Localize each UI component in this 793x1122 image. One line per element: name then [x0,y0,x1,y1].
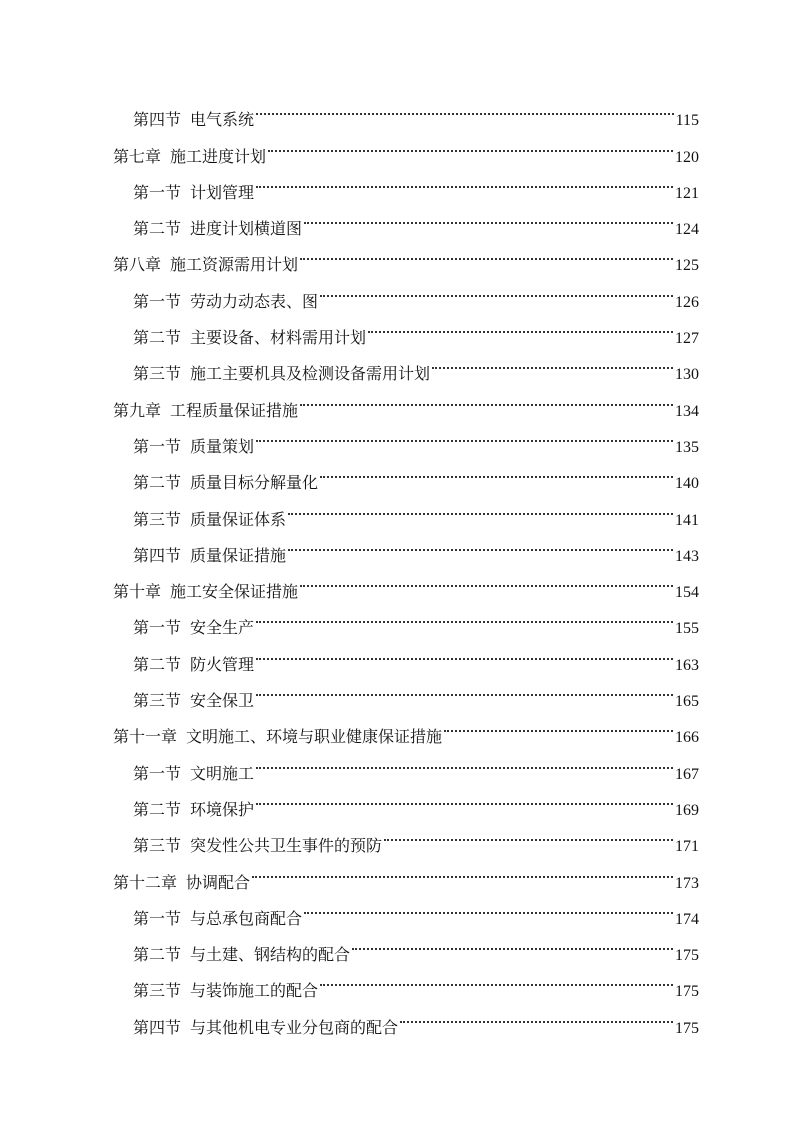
entry-page-number: 169 [675,801,699,819]
dot-leader [444,706,673,742]
entry-title: 工程质量保证措施 [170,400,299,420]
entry-number: 第一节 [133,763,182,783]
dot-leader [320,270,673,306]
entry-number: 第九章 [113,400,162,420]
entry-title: 施工进度计划 [170,146,267,166]
entry-page-number: 120 [675,148,699,166]
entry-title: 协调配合 [186,872,251,892]
dot-leader [256,416,673,452]
entry-title: 质量目标分解量化 [190,473,319,493]
entry-page-number: 175 [675,1019,699,1037]
entry-title: 电气系统 [190,110,255,130]
entry-number: 第一节 [133,182,182,202]
entry-title: 施工主要机具及检测设备需用计划 [190,364,431,384]
entry-page-number: 166 [675,729,699,747]
entry-number: 第一节 [133,618,182,638]
entry-page-number: 130 [675,366,699,384]
dot-leader [384,815,673,851]
dot-leader [352,924,673,960]
entry-number: 第二节 [133,328,182,348]
entry-page-number: 124 [675,221,699,239]
entry-title: 质量保证措施 [190,545,287,565]
entry-page-number: 140 [675,475,699,493]
dot-leader [268,125,673,161]
entry-page-number: 155 [675,620,699,638]
dot-leader [256,597,673,633]
entry-title: 防火管理 [190,654,255,674]
entry-title: 进度计划横道图 [190,219,303,239]
entry-title: 施工安全保证措施 [170,582,299,602]
entry-page-number: 126 [675,293,699,311]
entry-page-number: 174 [675,910,699,928]
entry-title: 环境保护 [190,799,255,819]
entry-title: 施工资源需用计划 [170,255,299,275]
entry-title: 安全生产 [190,618,255,638]
entry-page-number: 163 [675,656,699,674]
dot-leader [288,488,673,524]
entry-page-number: 175 [675,947,699,965]
entry-number: 第十一章 [113,727,178,747]
entry-page-number: 175 [675,983,699,1001]
entry-title: 与总承包商配合 [190,908,303,928]
dot-leader [256,779,673,815]
entry-page-number: 173 [675,874,699,892]
dot-leader [304,198,673,234]
entry-title: 文明施工、环境与职业健康保证措施 [186,727,443,747]
entry-title: 质量策划 [190,436,255,456]
entry-page-number: 121 [675,184,699,202]
entry-title: 质量保证体系 [190,509,287,529]
dot-leader [400,996,673,1032]
dot-leader [304,888,673,924]
entry-number: 第二节 [133,219,182,239]
entry-title: 劳动力动态表、图 [190,291,319,311]
entry-number: 第三节 [133,691,182,711]
dot-leader [320,452,673,488]
entry-number: 第四节 [133,110,182,130]
entry-number: 第一节 [133,291,182,311]
entry-title: 与其他机电专业分包商的配合 [190,1017,399,1037]
entry-number: 第四节 [133,1017,182,1037]
entry-page-number: 127 [675,330,699,348]
entry-page-number: 141 [675,511,699,529]
entry-number: 第二节 [133,654,182,674]
entry-title: 计划管理 [190,182,255,202]
entry-number: 第四节 [133,545,182,565]
dot-leader [252,851,673,887]
entry-page-number: 171 [675,838,699,856]
dot-leader [288,525,673,561]
entry-number: 第二节 [133,799,182,819]
dot-leader [256,670,673,706]
entry-number: 第八章 [113,255,162,275]
entry-number: 第三节 [133,836,182,856]
entry-page-number: 134 [675,402,699,420]
entry-title: 突发性公共卫生事件的预防 [190,836,383,856]
entry-page-number: 115 [675,112,699,130]
toc-section-entry[interactable] [113,89,699,130]
dot-leader [256,742,673,778]
entry-page-number: 135 [675,438,699,456]
entry-number: 第一节 [133,908,182,928]
entry-page-number: 167 [675,765,699,783]
dot-leader [432,343,673,379]
dot-leader [256,633,673,669]
entry-title: 与土建、钢结构的配合 [190,945,351,965]
dot-leader [300,379,673,415]
entry-page-number: 165 [675,693,699,711]
entry-page-number: 125 [675,257,699,275]
dot-leader [300,234,673,270]
entry-number: 第十章 [113,582,162,602]
entry-title: 与装饰施工的配合 [190,981,319,1001]
dot-leader [256,89,674,125]
entry-number: 第二节 [133,945,182,965]
entry-number: 第三节 [133,981,182,1001]
entry-number: 第七章 [113,146,162,166]
entry-title: 文明施工 [190,763,255,783]
entry-page-number: 143 [675,547,699,565]
entry-number: 第三节 [133,364,182,384]
entry-number: 第十二章 [113,872,178,892]
entry-number: 第三节 [133,509,182,529]
table-of-contents [113,89,699,1037]
dot-leader [368,307,673,343]
entry-number: 第一节 [133,436,182,456]
entry-number: 第二节 [133,473,182,493]
entry-title: 主要设备、材料需用计划 [190,328,367,348]
dot-leader [300,561,673,597]
dot-leader [256,162,673,198]
entry-title: 安全保卫 [190,691,255,711]
dot-leader [320,960,673,996]
entry-page-number: 154 [675,584,699,602]
